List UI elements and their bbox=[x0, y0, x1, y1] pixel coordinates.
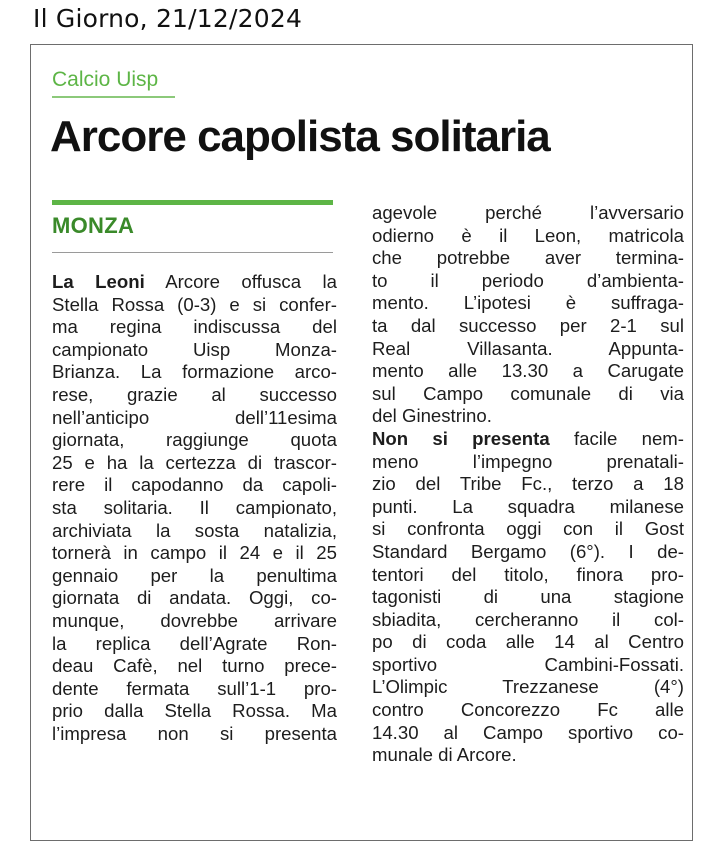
line-text: giornata, raggiunge quota bbox=[52, 429, 337, 451]
line-text: sportivo Cambini-Fossati. bbox=[372, 653, 684, 675]
line-text: gennaio per la penultima bbox=[52, 564, 337, 586]
line-text: Standard Bergamo (6°). I de- bbox=[372, 540, 684, 562]
line-text: mento. L’ipotesi è suffraga- bbox=[372, 292, 684, 314]
article-line bbox=[372, 383, 684, 406]
article-line bbox=[52, 271, 337, 294]
article-line bbox=[52, 610, 337, 633]
article-line bbox=[52, 542, 337, 565]
article-column-2 bbox=[372, 202, 684, 767]
article-line bbox=[372, 744, 684, 767]
line-text: rere il capodanno da capoli- bbox=[52, 474, 337, 496]
article-line bbox=[372, 676, 684, 699]
line-text: facile nem- bbox=[549, 427, 684, 449]
article-line bbox=[372, 564, 684, 587]
line-text: Brianza. La formazione arco- bbox=[52, 361, 337, 383]
line-text: meno l’impegno prenatali- bbox=[372, 450, 684, 472]
paragraph-lead: Non si presenta bbox=[372, 427, 550, 449]
line-text: si confronta oggi con il Gost bbox=[372, 518, 684, 540]
line-text: prio dalla Stella Rossa. Ma bbox=[52, 700, 337, 722]
article-line bbox=[372, 631, 684, 654]
line-text: che potrebbe aver termina- bbox=[372, 247, 684, 269]
line-text: Stella Rossa (0-3) e si confer- bbox=[52, 293, 337, 315]
line-text: contro Concorezzo Fc alle bbox=[372, 699, 684, 721]
line-text: munque, dovrebbe arrivare bbox=[52, 609, 337, 631]
line-text: 25 e ha la certezza di trascor- bbox=[52, 451, 337, 473]
line-text: deau Cafè, nel turno prece- bbox=[52, 655, 337, 677]
article-line bbox=[52, 497, 337, 520]
article-line bbox=[52, 452, 337, 475]
line-text: agevole perché l’avversario bbox=[372, 202, 684, 223]
article-line bbox=[52, 520, 337, 543]
article-line bbox=[372, 270, 684, 293]
line-text: sbiadita, cercheranno il col- bbox=[372, 608, 684, 630]
line-text: sta solitaria. Il campionato, bbox=[52, 496, 337, 518]
article-line bbox=[52, 429, 337, 452]
line-text: Arcore offusca la bbox=[144, 271, 337, 292]
line-text: 14.30 al Campo sportivo co- bbox=[372, 721, 684, 743]
section-bottom-rule bbox=[52, 252, 333, 253]
article-line bbox=[52, 587, 337, 610]
article-line bbox=[372, 405, 684, 428]
article-line bbox=[372, 518, 684, 541]
article-line bbox=[52, 316, 337, 339]
line-text: nell’anticipo dell’11esima bbox=[52, 406, 337, 428]
article-headline: Arcore capolista solitaria bbox=[50, 112, 550, 161]
article-line bbox=[52, 339, 337, 362]
line-text: rese, grazie al successo bbox=[52, 383, 337, 405]
article-line bbox=[52, 565, 337, 588]
line-text: tentori del titolo, finora pro- bbox=[372, 563, 684, 585]
article-line bbox=[372, 292, 684, 315]
article-line bbox=[372, 699, 684, 722]
article-line bbox=[52, 655, 337, 678]
section-top-rule bbox=[52, 200, 333, 205]
article-line bbox=[52, 384, 337, 407]
line-text: archiviata la sosta natalizia, bbox=[52, 519, 337, 541]
article-line bbox=[52, 407, 337, 430]
source-caption: Il Giorno, 21/12/2024 bbox=[33, 4, 303, 33]
article-line bbox=[52, 723, 337, 746]
line-text: l’impresa non si presenta bbox=[52, 722, 337, 744]
article-line bbox=[372, 338, 684, 361]
line-text: dente fermata sull’1-1 pro- bbox=[52, 677, 337, 699]
article-line bbox=[372, 225, 684, 248]
article-line bbox=[372, 202, 684, 225]
line-text: giornata di andata. Oggi, co- bbox=[52, 587, 337, 609]
line-text: sul Campo comunale di via bbox=[372, 382, 684, 404]
article-column-1 bbox=[52, 271, 337, 745]
article-line bbox=[52, 633, 337, 656]
line-text: del Ginestrino. bbox=[372, 405, 492, 427]
article-line bbox=[372, 451, 684, 474]
line-text: L’Olimpic Trezzanese (4°) bbox=[372, 676, 684, 698]
article-line bbox=[372, 496, 684, 519]
article-line bbox=[372, 428, 684, 451]
line-text: la replica dell’Agrate Ron- bbox=[52, 632, 337, 654]
article-kicker: Calcio Uisp bbox=[52, 68, 159, 91]
article-line bbox=[372, 609, 684, 632]
article-line bbox=[52, 474, 337, 497]
article-line bbox=[372, 315, 684, 338]
line-text: Real Villasanta. Appunta- bbox=[372, 337, 684, 359]
article-line bbox=[52, 294, 337, 317]
article-line bbox=[52, 700, 337, 723]
line-text: mento alle 13.30 a Carugate bbox=[372, 360, 684, 382]
article-line bbox=[372, 360, 684, 383]
article-line bbox=[52, 678, 337, 701]
line-text: campionato Uisp Monza- bbox=[52, 338, 337, 360]
line-text: tornerà in campo il 24 e il 25 bbox=[52, 542, 337, 564]
article-line bbox=[372, 473, 684, 496]
article-line bbox=[372, 586, 684, 609]
line-text: ma regina indiscussa del bbox=[52, 316, 337, 338]
line-text: odierno è il Leon, matricola bbox=[372, 224, 684, 246]
line-text: punti. La squadra milanese bbox=[372, 495, 684, 517]
article-line bbox=[372, 722, 684, 745]
kicker-underline bbox=[52, 96, 175, 98]
line-text: zio del Tribe Fc., terzo a 18 bbox=[372, 473, 684, 495]
line-text: munale di Arcore. bbox=[372, 744, 517, 766]
article-line bbox=[372, 247, 684, 270]
line-text: tagonisti di una stagione bbox=[372, 586, 684, 608]
line-text: ta dal successo per 2-1 sul bbox=[372, 314, 684, 336]
article-line bbox=[372, 541, 684, 564]
article-line bbox=[372, 654, 684, 677]
article-line bbox=[52, 361, 337, 384]
line-text: po di coda alle 14 al Centro bbox=[372, 631, 684, 653]
paragraph-lead: La Leoni bbox=[52, 271, 145, 292]
section-label: MONZA bbox=[52, 213, 135, 238]
line-text: to il periodo d’ambienta- bbox=[372, 269, 684, 291]
